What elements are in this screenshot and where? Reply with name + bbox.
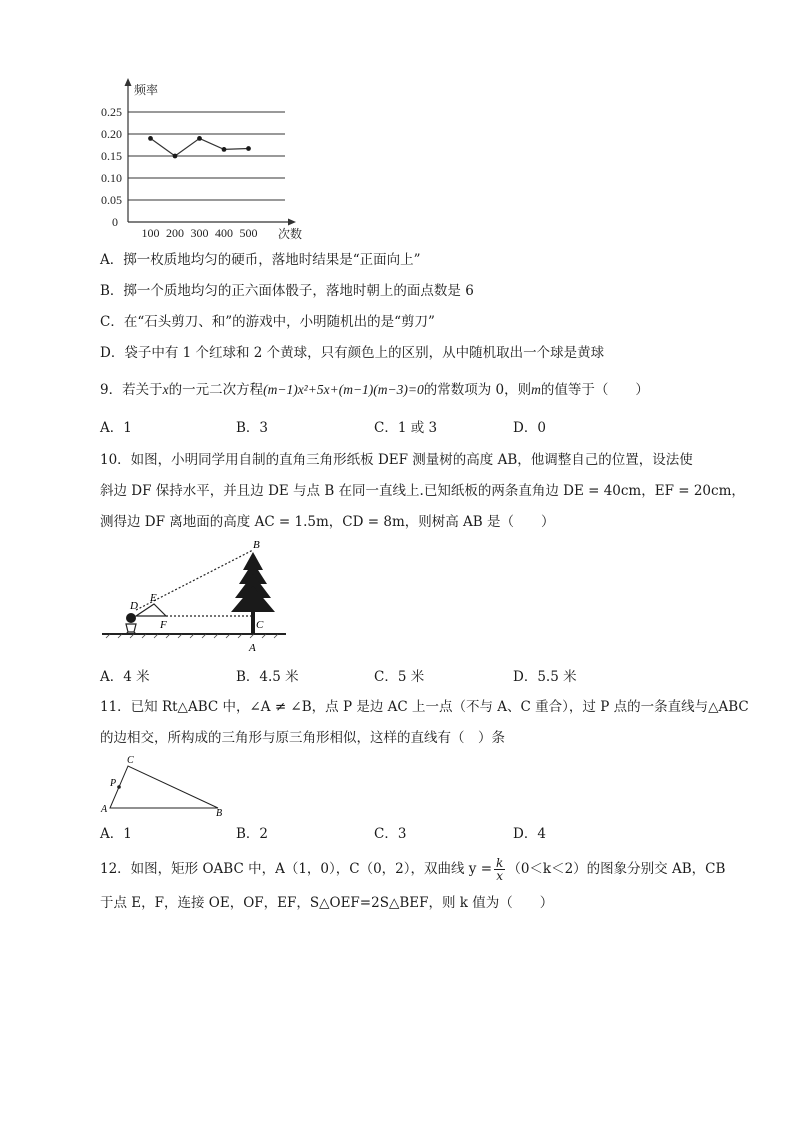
q10-option-c: C．5 米 [374,669,425,685]
q11-option-b: B．2 [236,826,269,842]
q12-frac-num: k [496,856,504,870]
label-p: P [110,778,117,789]
q11-line-1: 11．已知 Rt△ABC 中，∠A ≠ ∠B，点 P 是边 AC 上一点（不与 A、C 重合），过 P 点的一条直线与△ABC [100,699,749,715]
q12-fraction [494,857,505,882]
y-tick-label: 0.10 [101,171,122,185]
data-point [173,154,178,159]
point-p [117,785,121,789]
x-tick-label: 500 [239,226,258,240]
q9-option-b: B．3 [236,420,269,436]
q9-option-d: D．0 [513,420,546,436]
series-line [151,138,249,156]
data-point [246,146,251,151]
q9-tail2: 的值等于（ ） [540,382,649,398]
q10-option-a: A．4 米 [100,669,150,685]
y-axis-label: 频率 [134,83,159,97]
x-axis-label: 次数 [278,227,303,241]
y-tick-label: 0.20 [101,127,122,141]
x-tick-label: 300 [190,226,209,240]
x-tick-labels [142,226,258,240]
y-tick-label: 0 [112,215,118,229]
y-axis-arrow [125,78,132,86]
tree-shape [231,552,275,634]
label-c: C [256,619,264,631]
data-point [222,147,227,152]
label-a: A [249,642,256,654]
q11-option-d: D．4 [513,826,546,842]
q11-figure-triangle [98,752,238,818]
q10-option-d: D．5.5 米 [513,669,577,685]
data-point [148,136,153,141]
label-a: A [101,804,108,815]
q9-var-x: x [162,382,169,397]
x-axis-arrow [288,219,296,226]
frequency-chart [80,72,320,242]
person-figure [126,613,136,634]
q8-option-c: C．在“石头剪刀、和”的游戏中，小明随机出的是“剪刀” [100,314,435,330]
x-tick-label: 200 [166,226,184,240]
q9-prefix: 9．若关于 [100,382,163,398]
q12-line1-pre: 12．如图，矩形 OABC 中，A（1，0），C（0，2），双曲线 y = [100,861,493,877]
q11-option-a: A．1 [100,826,132,842]
q8-option-d: D．袋子中有 1 个红球和 2 个黄球，只有颜色上的区别，从中随机取出一个球是黄球 [100,345,605,361]
q10-line-2: 斜边 DF 保持水平，并且边 DE 与点 B 在同一直线上.已知纸板的两条直角边 DE = 40cm，EF = 20cm， [100,483,745,499]
y-tick-label: 0.25 [101,105,122,119]
label-b: B [253,539,260,551]
q10-line-3: 测得边 DF 离地面的高度 AC = 1.5m，CD = 8m，则树高 AB 是（ ） [100,514,555,530]
q11-line-2: 的边相交，所构成的三角形与原三角形相似，这样的直线有（ ）条 [100,730,505,746]
q10-line-1: 10．如图，小明同学用自制的直角三角形纸板 DEF 测量树的高度 AB，他调整自己的位置，设法使 [100,452,693,468]
q12-frac-den: x [496,869,504,883]
triangle-abc [110,766,218,808]
q9-equation: (m−1)x²+5x+(m−1)(m−3)=0 [263,382,424,397]
q8-option-a: A．掷一枚质地均匀的硬币，落地时结果是“正面向上” [100,252,421,268]
x-tick-label: 400 [215,226,233,240]
y-tick-label: 0.15 [101,149,122,163]
q12-line-1 [100,855,725,883]
label-c: C [127,755,134,766]
q11-option-c: C．3 [374,826,407,842]
x-tick-label: 100 [141,226,160,240]
q12-line1-post: （0＜k＜2）的图象分别交 AB，CB [507,861,726,877]
q9-option-c: C．1 或 3 [374,420,438,436]
y-tick-labels [101,105,122,229]
triangle-def [136,604,166,616]
chart-grid [128,112,285,200]
q9-mid: 的一元二次方程 [168,382,264,398]
label-b: B [216,808,223,818]
label-f: F [160,619,167,631]
q8-option-b: B．掷一个质地均匀的正六面体骰子，落地时朝上的面点数是 6 [100,283,474,299]
q12-line-2: 于点 E，F，连接 OE，OF，EF，S△OEF=2S△BEF，则 k 值为（ ） [100,895,554,911]
label-d: D [130,600,138,612]
y-tick-label: 0.05 [101,193,122,207]
q9-tail1: 的常数项为 0，则 [423,382,532,398]
q9-option-a: A．1 [100,420,132,436]
q9-var-m: m [531,382,541,397]
q10-option-b: B．4.5 米 [236,669,299,685]
q9-stem [100,380,649,400]
data-point [197,136,202,141]
q10-figure-tree [98,538,298,656]
label-e: E [150,592,157,604]
